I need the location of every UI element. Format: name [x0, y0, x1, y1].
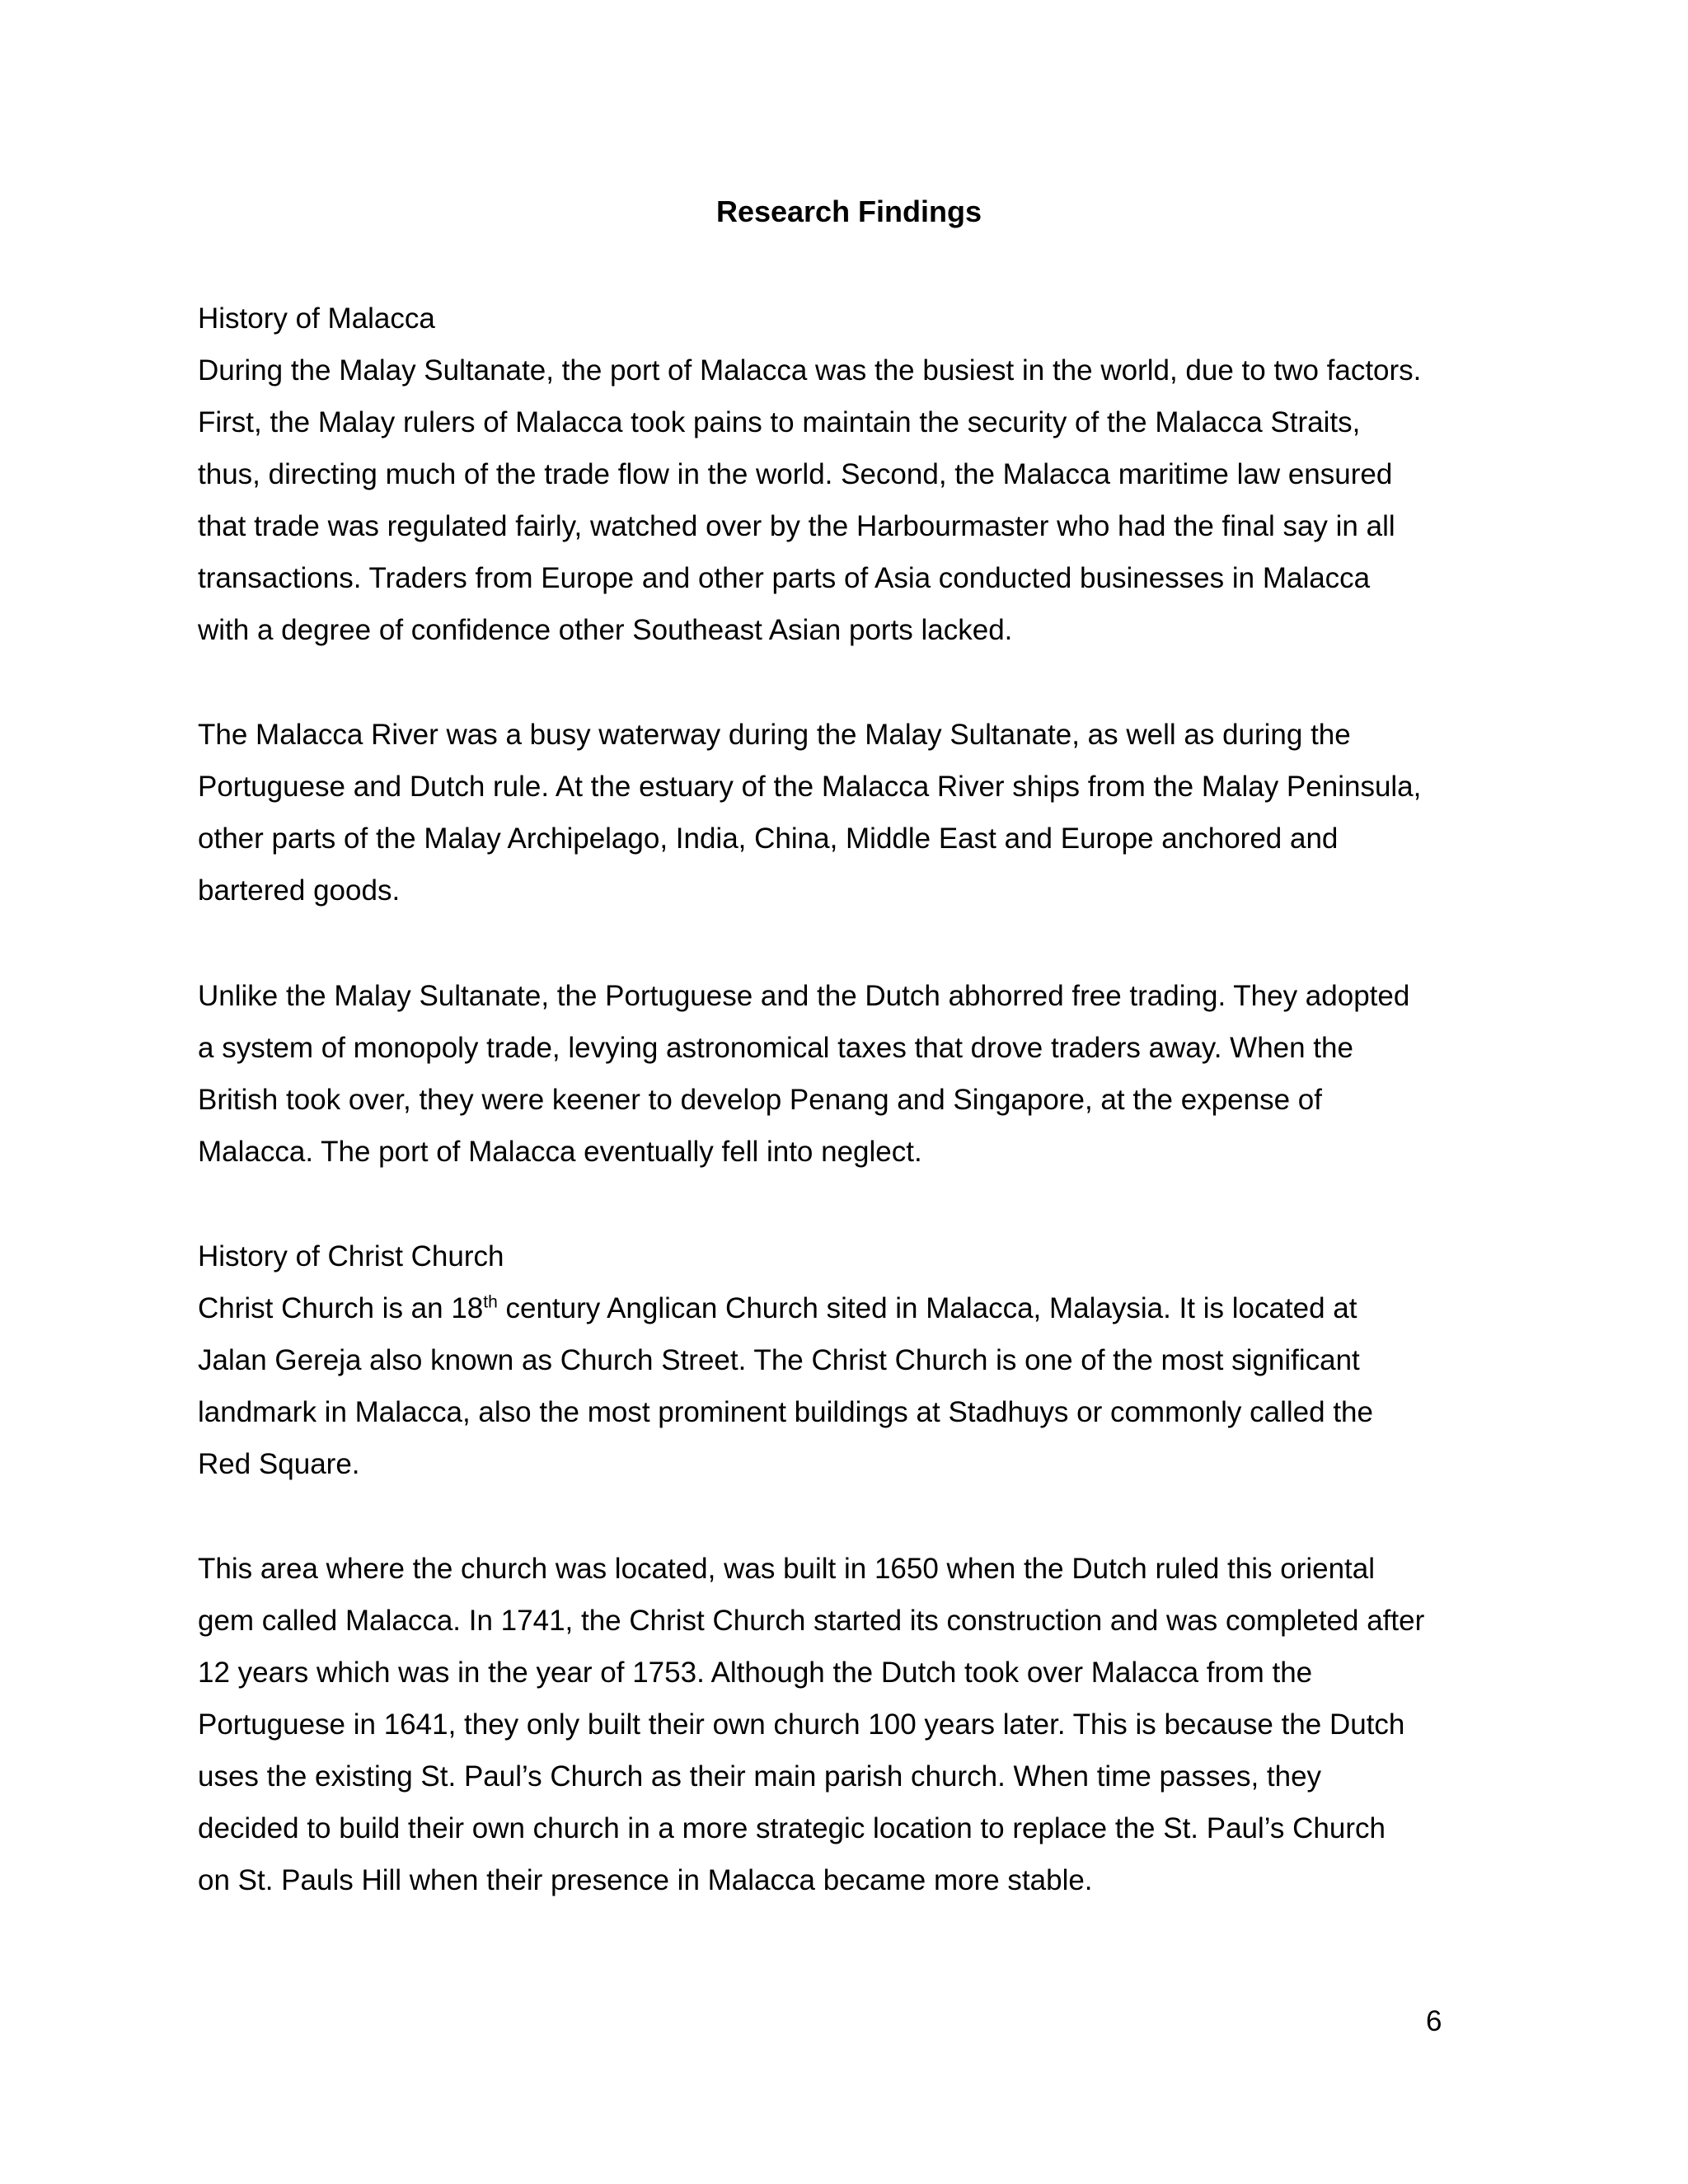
page-title: Research Findings: [715, 194, 982, 228]
paragraph-line: First, the Malay rulers of Malacca took pains to maintain the security of the Malacca Straits,: [198, 406, 1361, 438]
paragraph-line: This area where the church was located, was built in 1650 when the Dutch ruled this oriental: [198, 1553, 1376, 1585]
paragraph-line: [198, 1282, 1500, 1334]
line-text-before: Christ Church is an 18: [198, 1292, 484, 1324]
paragraph-line: Portuguese in 1641, they only built their own church 100 years later. This is because the Dutch: [198, 1708, 1405, 1741]
paragraph-line: with a degree of confidence other Southeast Asian ports lacked.: [198, 614, 1013, 646]
paragraph-line: uses the existing St. Paul’s Church as their main parish church. When time passes, they: [198, 1760, 1322, 1793]
paragraph-line: other parts of the Malay Archipelago, India, China, Middle East and Europe anchored and: [198, 823, 1339, 855]
document-page: [198, 0, 1500, 2184]
section-heading: History of Malacca: [198, 302, 435, 335]
paragraph-line: The Malacca River was a busy waterway during the Malay Sultanate, as well as during the: [198, 719, 1351, 751]
paragraph-line: gem called Malacca. In 1741, the Christ Church started its construction and was completed after: [198, 1605, 1425, 1637]
paragraph-malacca-river: [198, 709, 1500, 916]
paragraph-line: Jalan Gereja also known as Church Street. The Christ Church is one of the most significant: [198, 1344, 1360, 1376]
paragraph-line: landmark in Malacca, also the most prominent buildings at Stadhuys or commonly called the: [198, 1396, 1373, 1428]
paragraph-church-construction: [198, 1543, 1500, 1906]
paragraph-line: 12 years which was in the year of 1753. Although the Dutch took over Malacca from the: [198, 1657, 1313, 1689]
paragraph-line: Portuguese and Dutch rule. At the estuary of the Malacca River ships from the Malay Peninsula,: [198, 771, 1422, 803]
section-history-of-christ-church: [198, 1230, 1500, 1490]
section-heading: History of Christ Church: [198, 1240, 504, 1272]
paragraph-line: transactions. Traders from Europe and other parts of Asia conducted businesses in Malacca: [198, 562, 1371, 594]
paragraph-line: bartered goods.: [198, 874, 401, 907]
paragraph-line: a system of monopoly trade, levying astronomical taxes that drove traders away. When the: [198, 1032, 1353, 1064]
paragraph-line: Malacca. The port of Malacca eventually fell into neglect.: [198, 1136, 922, 1168]
paragraph-line: Red Square.: [198, 1448, 360, 1480]
paragraph-line: During the Malay Sultanate, the port of Malacca was the busiest in the world, due to two factors.: [198, 354, 1422, 387]
paragraph-line: that trade was regulated fairly, watched over by the Harbourmaster who had the final say in all: [198, 510, 1395, 542]
paragraph-line: Unlike the Malay Sultanate, the Portuguese and the Dutch abhorred free trading. They adopted: [198, 980, 1410, 1012]
paragraph-line: on St. Pauls Hill when their presence in Malacca became more stable.: [198, 1864, 1093, 1896]
page-number: 6: [1426, 2005, 1442, 2037]
line-text-after: century Anglican Church sited in Malacca, Malaysia. It is located at: [497, 1292, 1357, 1324]
section-history-of-malacca: [198, 293, 1500, 656]
ordinal-suffix: th: [483, 1292, 498, 1312]
paragraph-line: British took over, they were keener to develop Penang and Singapore, at the expense of: [198, 1084, 1322, 1116]
paragraph-monopoly-trade: [198, 970, 1500, 1178]
paragraph-line: decided to build their own church in a more strategic location to replace the St. Paul’s Church: [198, 1812, 1386, 1844]
paragraph-line: thus, directing much of the trade flow in the world. Second, the Malacca maritime law ensured: [198, 458, 1393, 490]
